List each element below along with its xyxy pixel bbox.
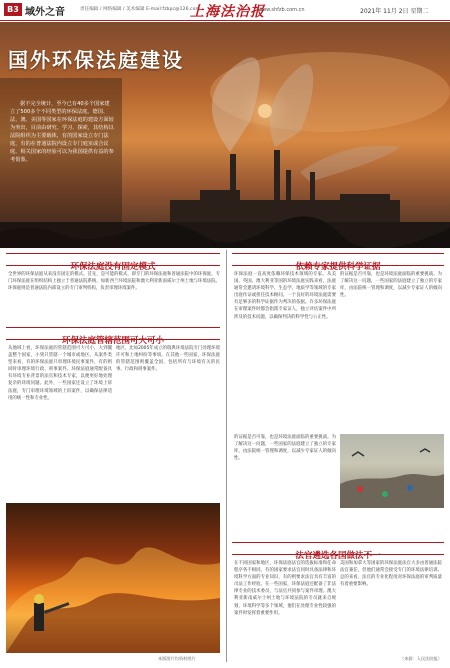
- section-header-2: [6, 327, 220, 346]
- section-body-2: 从地域上看，环保法庭的管辖范围可大可小，大到覆盖整个国家，小到只管辖一个城市或地区。从案件类型来看，有的环保法庭只审理环境民事案件，有的则同时审理环境行政、刑事案件。环保法庭通常配备具有环境专业背景的法官和技术专家，以便更好地处理复杂的环境问题。此外，一些国家还设立了环境上诉法庭，专门审理环境领域的上诉案件，以确保法律适用的统一性和专业性。: [8, 346, 112, 401]
- section-body-4-cont: 美国和加拿大等国家的环保法庭法官大多由普通法院法官兼任，但他们通常会接受专门的环境法律培训。总的来看，法官的专业化程度对环保法庭的审判质量有着重要影响。: [340, 561, 442, 588]
- section-body-1: 全世界的环保法庭从来没有固定的模式。首先，是可能的模式，即专门的环保法庭和普通法院中的环保庭。专门环保法庭在组织结构上独立于普通法院系统，如新西兰环境法院和澳大利亚新南威尔士州土地与环境法院。环保庭则是普通法院内部设立的专门审判机构，负责审理环境案件。: [8, 272, 220, 292]
- lead-paragraph: 据不完全统计，至今已有40多个国家建立了500多个不同类型的环保法庭。德国、法、澳、美国等国家在环保法庭的建设方面较为突出，目前由研究、学习、探索，其结构以法院组织为主要载体，有的国家设立专门法庭，有的在普通法院内设立专门庭室或合议庭。相关国家的经验可以为我国提供有益的参考借鉴。: [10, 101, 114, 163]
- source-note: （来源：人民法院报）: [400, 656, 442, 661]
- photo-caption: 本版图片均资料图片: [158, 656, 196, 661]
- section-body-4: 在不同国家和地区，环保法庭法官的选拔标准和任命程序各不相同。有的国家要求法官同时具备法律和环境科学方面的专业知识，有的则要求法官具有丰富的司法工作经验。在一些国家，环保法庭还配备了非法律专业的技术委员，与法官共同参与案件审理。澳大利亚新南威尔士州土地与环境法院的专员就来自规划、环境科学等多个领域，他们在处理专业性较强的案件时发挥着重要作用。: [234, 561, 336, 616]
- firefighter-illustration: [6, 503, 220, 653]
- section-body-3-lower: 的证据是否可靠，也是环境法庭面临的重要挑战。为了解决这一问题，一些国家的法庭建立了独立的专家库，由法院统一管理和调度，以减少专家证人的倾向性。: [234, 435, 336, 462]
- section-body-3-cont: 的证据是否可靠，也是环境法庭面临的重要挑战。为了解决这一问题，一些国家的法庭建立了独立的专家库，由法院统一管理和调度，以减少专家证人的倾向性。: [340, 272, 442, 299]
- editor-meta: 责任编辑 / 网络编辑 / 美术编辑 E-mail:fzbpc@126.com: [80, 7, 200, 12]
- section-title-4: 法官遴选各国做法不一: [295, 551, 381, 561]
- website-url[interactable]: www.shfzb.com.cn: [258, 7, 305, 13]
- section-title-1: 环保法庭没有固定模式: [70, 262, 156, 272]
- section-header-1: [6, 253, 220, 272]
- section-header-3: [232, 253, 444, 272]
- issue-date: 2021年 11月 2日 星期二: [360, 8, 429, 15]
- section-body-2-cont: 地区，比如2005年成立的瑞典环境法院专门处理环境许可和土地纠纷等事项。在其他一些国家，环保法庭的管辖范围则覆盖全国，包括所有与环境有关的民事、行政和刑事案件。: [116, 346, 220, 373]
- column-divider: [226, 250, 227, 662]
- newspaper-logo: 上海法治报: [190, 4, 265, 20]
- wildfire-photo: [6, 503, 220, 653]
- section-name: 域外之音: [25, 7, 65, 18]
- section-body-3: 环保法庭一直高度依赖环保技术领域的专家。从美国、英国、澳大利亚等国的环境法庭实践来看，法庭通常会邀请环境科学、生态学、地质学等领域的专家出庭作证或担任技术顾问。一个良好的环境法庭需要有足够多的科学证据作为判决的依据。许多环保法庭在审理案件时都会指派专家证人，独立评估案件中所涉及的技术问题，以确保判决的科学性与公正性。: [234, 272, 336, 320]
- section-title-3: 依赖专家提供科学证据: [295, 262, 381, 272]
- page-title: 国外环保法庭建设: [8, 48, 184, 72]
- landfill-illustration: [340, 434, 444, 508]
- masthead: [0, 0, 450, 21]
- section-header-4: [232, 542, 444, 561]
- landfill-photo: [340, 434, 444, 508]
- section-title-2: 环保法庭管辖范围可大可小: [61, 336, 164, 346]
- page-tag: B3: [4, 3, 22, 16]
- hero-image: [0, 22, 450, 248]
